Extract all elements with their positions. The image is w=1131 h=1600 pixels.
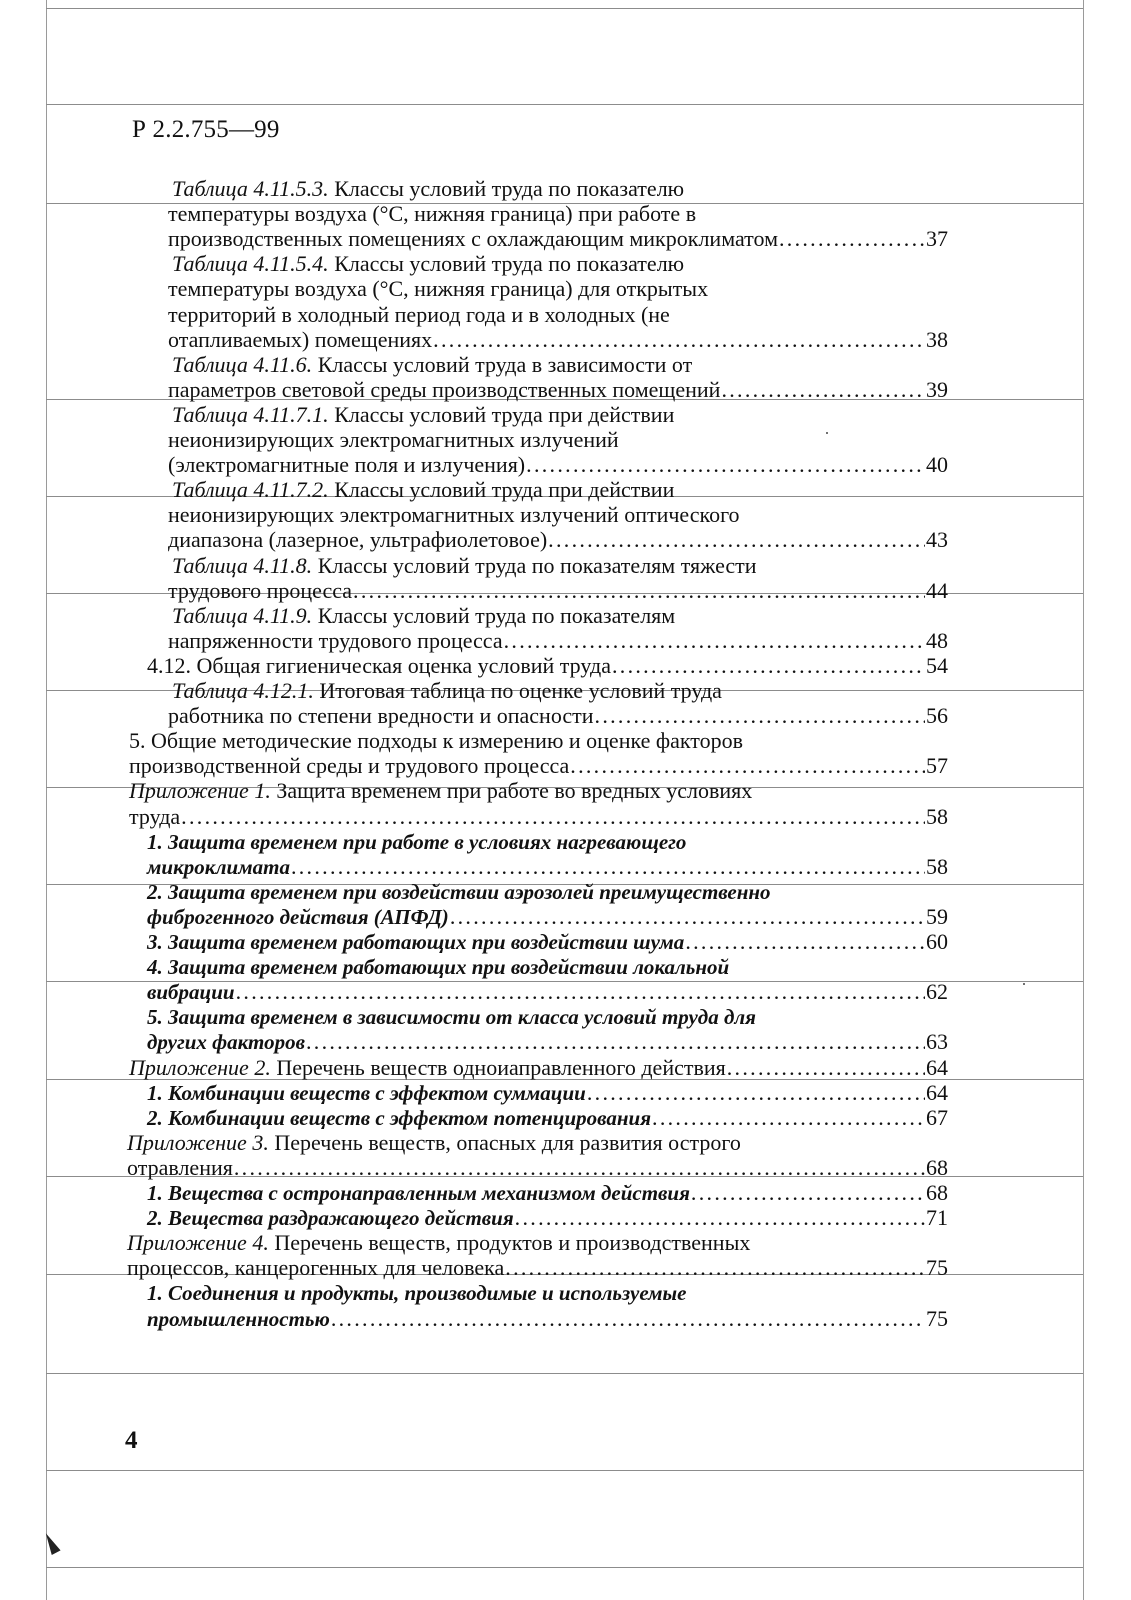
toc-leader-dots (587, 1080, 925, 1106)
toc-entry-text (129, 753, 569, 779)
toc-entry-title: Классы условий труда по показателю (328, 176, 685, 201)
toc-page-number: 62 (926, 979, 948, 1004)
toc-page-number: 59 (926, 904, 948, 929)
toc-entry-label: Таблица 4.11.8. (172, 553, 313, 578)
toc-entry-text (168, 527, 547, 553)
toc-entry-text (147, 1029, 305, 1055)
toc-leader-dots (450, 904, 925, 930)
toc-entry-title: Классы условий труда по показателям (312, 603, 676, 628)
toc-entry-title: Перечень веществ, опасных для развития острого (268, 1130, 741, 1155)
toc-leader-dots (570, 753, 925, 779)
toc-page-number: 37 (926, 226, 948, 251)
toc-entry-text (168, 703, 594, 729)
toc-entry-label: 5. Защита временем в зависимости от класса условий труда для (147, 1005, 756, 1029)
toc-entry-label: микроклимата (147, 855, 290, 879)
toc-entry-title: работника по степени вредности и опасности (168, 703, 594, 728)
toc-leader-dots (291, 854, 925, 880)
toc-entry-title: диапазона (лазерное, ультрафиолетовое) (168, 527, 548, 552)
toc-entry-label: Таблица 4.12.1. (172, 678, 314, 703)
toc-page-number: 68 (926, 1180, 948, 1205)
toc-leader-dots (526, 452, 925, 478)
toc-entry-line (168, 427, 619, 453)
toc-entry-line (147, 904, 948, 930)
toc-entry-line (168, 628, 948, 654)
toc-entry-line (147, 879, 771, 905)
toc-entry-line (168, 327, 948, 353)
toc-leader-dots (234, 1155, 925, 1181)
toc-page-number: 64 (926, 1055, 948, 1080)
toc-entry-line (127, 1230, 750, 1256)
toc-leader-dots (779, 226, 925, 252)
toc-entry-title: Перечень веществ, продуктов и производственных (268, 1230, 751, 1255)
toc-leader-dots (515, 1205, 925, 1231)
toc-entry-label: 1. Комбинации веществ с эффектом суммации (147, 1081, 586, 1105)
toc-entry-title: Классы условий труда в зависимости от (312, 352, 693, 377)
toc-entry-line (147, 929, 948, 955)
toc-entry-label: других факторов (147, 1030, 305, 1054)
toc-entry-text (168, 628, 503, 654)
toc-entry-text (129, 728, 743, 754)
toc-entry-text (147, 879, 771, 905)
toc-entry-line (129, 753, 948, 779)
toc-entry-line (168, 276, 708, 302)
scan-guide-right (1083, 0, 1084, 1600)
toc-entry-line (127, 1155, 948, 1181)
toc-entry-label: Таблица 4.11.7.2. (172, 477, 329, 502)
toc-entry-text (129, 1055, 726, 1081)
scan-guide-line (46, 1373, 1083, 1374)
toc-entry-text (127, 1155, 233, 1181)
toc-entry-text (172, 251, 684, 277)
toc-entry-text (172, 603, 675, 629)
toc-page-number: 58 (926, 804, 948, 829)
toc-entry-line (168, 703, 948, 729)
toc-entry-text (172, 477, 674, 503)
toc-entry-line (168, 452, 948, 478)
toc-leader-dots (727, 1055, 925, 1081)
toc-entry-text (172, 352, 692, 378)
toc-entry-line (129, 778, 752, 804)
toc-leader-dots (433, 327, 925, 353)
scan-artifact-mark (41, 1531, 60, 1555)
toc-entry-text (147, 1105, 651, 1131)
toc-page-number: 64 (926, 1080, 948, 1105)
toc-leader-dots (236, 979, 925, 1005)
toc-page-number: 39 (926, 377, 948, 402)
toc-entry-line (147, 1180, 948, 1206)
toc-leader-dots (504, 628, 925, 654)
toc-page-number: 43 (926, 527, 948, 552)
toc-entry-text (147, 1004, 756, 1030)
toc-entry-title: Защита временем при работе во вредных условиях (270, 778, 753, 803)
toc-page-number: 38 (926, 327, 948, 352)
toc-entry-line (147, 954, 729, 980)
toc-entry-label: вибрации (147, 980, 235, 1004)
toc-entry-text (127, 1255, 504, 1281)
scan-speck (826, 432, 828, 434)
toc-entry-title: территорий в холодный период года и в холодных (не (168, 302, 670, 327)
scan-guide-line (46, 104, 1083, 105)
toc-leader-dots (595, 703, 925, 729)
toc-leader-dots (691, 1180, 925, 1206)
toc-entry-label: промышленностью (147, 1307, 330, 1331)
toc-entry-line (172, 251, 684, 277)
toc-entry-label: Приложение 1. (129, 778, 271, 803)
toc-entry-label: 3. Защита временем работающих при воздействии шума (147, 930, 685, 954)
toc-entry-title: температуры воздуха (°С, нижняя граница) для открытых (168, 276, 709, 301)
toc-entry-line (168, 201, 696, 227)
toc-entry-title: Классы условий труда при действии (328, 477, 675, 502)
toc-entry-line (172, 477, 674, 503)
toc-entry-title: неионизирующих электромагнитных излучений (168, 427, 619, 452)
toc-entry-title: производственной среды и трудового процесса (129, 753, 570, 778)
toc-entry-title: процессов, канцерогенных для человека (127, 1255, 505, 1280)
toc-entry-label: 2. Защита временем при воздействии аэрозолей преимущественно (147, 880, 771, 904)
toc-entry-text (147, 1280, 686, 1306)
toc-entry-line (172, 176, 684, 202)
toc-page-number: 68 (926, 1155, 948, 1180)
scan-guide-line (46, 8, 1083, 9)
toc-entry-text (147, 929, 684, 955)
scan-guide-left (46, 0, 47, 1600)
toc-entry-text (147, 829, 686, 855)
toc-entry-label: фиброгенного действия (АПФД) (147, 905, 449, 929)
toc-entry-line (172, 352, 692, 378)
toc-entry-line (147, 829, 686, 855)
toc-entry-line (172, 678, 722, 704)
toc-entry-line (147, 1205, 948, 1231)
toc-entry-title: отапливаемых) помещениях (168, 327, 433, 352)
toc-leader-dots (548, 527, 925, 553)
toc-leader-dots (612, 653, 925, 679)
toc-page-number: 54 (926, 653, 948, 678)
toc-page-number: 71 (926, 1205, 948, 1230)
toc-entry-line (129, 728, 743, 754)
document-code: Р 2.2.755—99 (132, 116, 280, 143)
toc-entry-text (147, 1180, 690, 1206)
toc-entry-title: 4.12. Общая гигиеническая оценка условий труда (147, 653, 611, 678)
toc-entry-text (168, 578, 352, 604)
toc-page-number: 67 (926, 1105, 948, 1130)
toc-entry-text (127, 1130, 741, 1156)
toc-entry-text (147, 1080, 586, 1106)
toc-entry-text (147, 1306, 330, 1332)
toc-entry-label: Таблица 4.11.9. (172, 603, 313, 628)
toc-entry-text (168, 502, 740, 528)
toc-entry-text (172, 553, 757, 579)
page-number: 4 (125, 1427, 138, 1454)
toc-page-number: 48 (926, 628, 948, 653)
toc-page-number: 40 (926, 452, 948, 477)
toc-entry-label: Приложение 4. (127, 1230, 269, 1255)
toc-entry-label: Таблица 4.11.5.3. (172, 176, 329, 201)
toc-entry-title: Классы условий труда по показателям тяжести (312, 553, 757, 578)
toc-leader-dots (331, 1306, 925, 1332)
toc-entry-text (168, 201, 696, 227)
toc-entry-title: (электромагнитные поля и излучения) (168, 452, 526, 477)
toc-entry-title: напряженности трудового процесса (168, 628, 503, 653)
toc-entry-label: 2. Комбинации веществ с эффектом потенцирования (147, 1106, 652, 1130)
toc-leader-dots (685, 929, 925, 955)
toc-entry-label: Приложение 3. (127, 1130, 269, 1155)
toc-leader-dots (505, 1255, 925, 1281)
toc-entry-label: Таблица 4.11.7.1. (172, 402, 329, 427)
toc-entry-text (147, 979, 235, 1005)
toc-leader-dots (353, 578, 925, 604)
toc-entry-line (168, 527, 948, 553)
toc-page-number: 56 (926, 703, 948, 728)
toc-page-number: 60 (926, 929, 948, 954)
toc-page-number: 58 (926, 854, 948, 879)
toc-entry-title: 5. Общие методические подходы к измерению и оценке факторов (129, 728, 744, 753)
toc-entry-label: 1. Соединения и продукты, производимые и используемые (147, 1281, 687, 1305)
toc-entry-text (172, 402, 674, 428)
toc-page-number: 75 (926, 1255, 948, 1280)
toc-entry-text (147, 954, 729, 980)
toc-entry-line (129, 804, 948, 830)
toc-entry-line (168, 377, 948, 403)
toc-page-number: 57 (926, 753, 948, 778)
toc-entry-label: 2. Вещества раздражающего действия (147, 1206, 514, 1230)
toc-entry-line (147, 979, 948, 1005)
toc-entry-title: температуры воздуха (°С, нижняя граница) при работе в (168, 201, 697, 226)
toc-entry-text (168, 276, 708, 302)
toc-entry-line (129, 1055, 948, 1081)
toc-entry-text (147, 1205, 514, 1231)
toc-entry-text (168, 427, 619, 453)
scan-guide-line (46, 1567, 1083, 1568)
toc-entry-text (127, 1230, 750, 1256)
toc-entry-text (168, 327, 432, 353)
toc-entry-title: Классы условий труда при действии (328, 402, 675, 427)
toc-entry-title: параметров световой среды производственных помещений (168, 377, 721, 402)
toc-entry-title: Перечень веществ одноиаправленного действия (270, 1055, 726, 1080)
toc-entry-text (168, 302, 670, 328)
toc-entry-label: Таблица 4.11.5.4. (172, 251, 329, 276)
toc-page-number: 63 (926, 1029, 948, 1054)
toc-page-number: 44 (926, 578, 948, 603)
toc-entry-text (168, 452, 525, 478)
toc-entry-line (147, 1306, 948, 1332)
toc-entry-title: труда (129, 804, 181, 829)
toc-entry-line (147, 1004, 756, 1030)
toc-entry-line (168, 226, 948, 252)
scan-speck (1023, 983, 1025, 985)
toc-entry-text (147, 653, 611, 679)
toc-entry-text (147, 854, 290, 880)
toc-entry-text (129, 804, 180, 830)
toc-entry-line (168, 578, 948, 604)
toc-entry-text (172, 678, 722, 704)
toc-entry-title: производственных помещениях с охлаждающим микроклиматом (168, 226, 778, 251)
toc-entry-line (127, 1255, 948, 1281)
toc-entry-line (168, 302, 670, 328)
toc-leader-dots (181, 804, 925, 830)
toc-entry-title: Классы условий труда по показателю (328, 251, 685, 276)
toc-entry-title: Итоговая таблица по оценке условий труда (313, 678, 722, 703)
toc-entry-text (168, 226, 778, 252)
toc-leader-dots (306, 1029, 925, 1055)
toc-entry-line (127, 1130, 741, 1156)
scan-guide-line (46, 1470, 1083, 1471)
toc-entry-line (172, 553, 757, 579)
toc-entry-label: 1. Защита временем при работе в условиях нагревающего (147, 830, 687, 854)
toc-entry-text (147, 904, 449, 930)
toc-entry-line (147, 1029, 948, 1055)
toc-entry-title: трудового процесса (168, 578, 353, 603)
toc-entry-line (172, 402, 674, 428)
toc-entry-text (168, 377, 720, 403)
toc-entry-title: отравления (127, 1155, 233, 1180)
toc-entry-line (147, 1080, 948, 1106)
toc-entry-line (147, 1105, 948, 1131)
toc-entry-line (147, 653, 948, 679)
toc-entry-text (172, 176, 684, 202)
toc-entry-label: 4. Защита временем работающих при воздействии локальной (147, 955, 730, 979)
toc-entry-label: 1. Вещества с остронаправленным механизмом действия (147, 1181, 690, 1205)
toc-entry-text (129, 778, 752, 804)
toc-leader-dots (721, 377, 925, 403)
toc-page-number: 75 (926, 1306, 948, 1331)
toc-entry-line (168, 502, 740, 528)
toc-entry-line (147, 1280, 686, 1306)
toc-entry-title: неионизирующих электромагнитных излучений оптического (168, 502, 740, 527)
toc-leader-dots (652, 1105, 925, 1131)
toc-entry-label: Таблица 4.11.6. (172, 352, 313, 377)
toc-entry-label: Приложение 2. (129, 1055, 271, 1080)
toc-entry-line (172, 603, 675, 629)
toc-entry-line (147, 854, 948, 880)
